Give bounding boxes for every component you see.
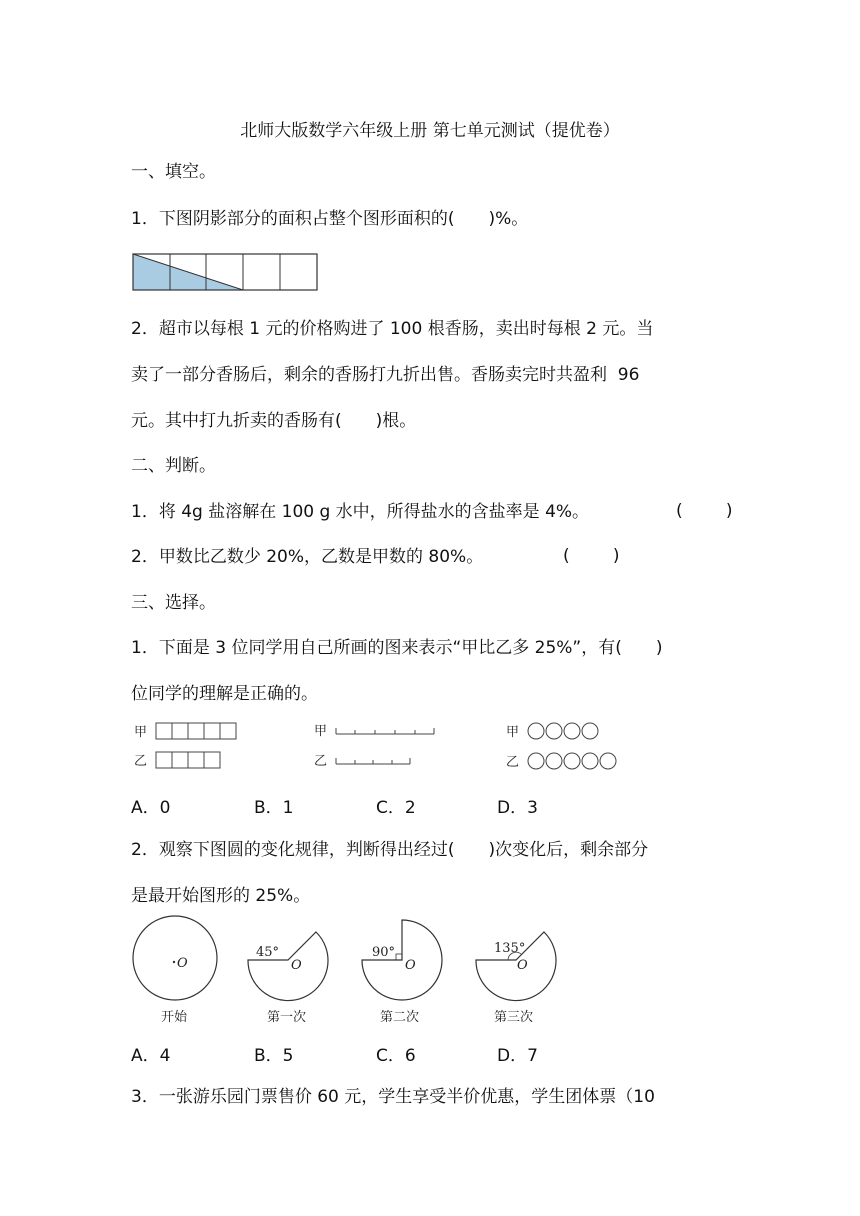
- circle-caption: 第三次: [494, 1010, 534, 1025]
- circle-third: [476, 932, 556, 1025]
- circle-second: [362, 920, 442, 1025]
- circle-caption: 第二次: [380, 1010, 420, 1025]
- label-yi: 乙: [314, 754, 328, 769]
- choose-q1-text: 1．下面是 3 位同学用自己所画的图来表示“甲比乙多 25%”，有(: [131, 638, 622, 658]
- option-c[interactable]: C．6: [376, 1046, 416, 1066]
- fill-q2-suffix: )根。: [375, 411, 417, 431]
- yi-circles: [528, 753, 616, 769]
- choose-question-2-line2: 是最开始图形的 25%。: [131, 886, 311, 906]
- option-b[interactable]: B．1: [254, 798, 294, 818]
- choose-q2-text: 2．观察下图圆的变化规律，判断得出经过(: [131, 840, 455, 860]
- fill-question-2-line3: [131, 410, 416, 432]
- choose-q2-suffix: )次变化后，剩余部分: [488, 840, 649, 860]
- judge-answer-blank-1[interactable]: ( ): [676, 501, 733, 521]
- shaded-rectangle-figure: [133, 254, 318, 292]
- comparison-figures: [130, 718, 630, 774]
- label-yi: 乙: [134, 754, 148, 769]
- option-d[interactable]: D．7: [497, 1046, 538, 1066]
- option-d[interactable]: D．3: [497, 798, 538, 818]
- fill-q2-text: 元。其中打九折卖的香肠有(: [131, 411, 342, 431]
- choose-question-1-line1: [131, 637, 663, 659]
- page-title: 北师大版数学六年级上册 第七单元测试（提优卷）: [240, 121, 620, 141]
- judge-question-2: 2．甲数比乙数少 20%，乙数是甲数的 80%。: [131, 547, 484, 567]
- center-label: O: [291, 958, 302, 973]
- option-a[interactable]: A．4: [131, 1046, 171, 1066]
- option-c[interactable]: C．2: [376, 798, 416, 818]
- fill-question-2-line1: 2．超市以每根 1 元的价格购进了 100 根香肠，卖出时每根 2 元。当: [131, 319, 654, 339]
- fill-question-2-line2: 卖了一部分香肠后，剩余的香肠打九折出售。香肠卖完时共盈利 96: [131, 365, 640, 385]
- jia-boxes: [156, 723, 236, 739]
- circle-first: [248, 932, 328, 1025]
- section-fill-heading: 一、填空。: [131, 162, 216, 182]
- circle-caption: 开始: [161, 1010, 188, 1025]
- fill-q1-suffix: )%。: [488, 209, 529, 229]
- choose-question-3-line1: 3．一张游乐园门票售价 60 元，学生享受半价优惠，学生团体票（10: [131, 1087, 655, 1107]
- judge-answer-blank-2[interactable]: ( ): [563, 546, 620, 566]
- label-jia: 甲: [134, 725, 148, 740]
- yi-segment: [336, 758, 410, 764]
- option-a[interactable]: A．0: [131, 798, 171, 818]
- judge-question-1: 1．将 4g 盐溶解在 100 g 水中，所得盐水的含盐率是 4%。: [131, 502, 590, 522]
- label-jia: 甲: [314, 724, 328, 739]
- yi-boxes: [156, 752, 220, 768]
- fill-q1-text: 1．下图阴影部分的面积占整个图形面积的(: [131, 209, 455, 229]
- choose-question-2-line1: [131, 839, 648, 861]
- jia-segment: [336, 728, 434, 734]
- circle-caption: 第一次: [267, 1010, 307, 1025]
- choose-question-1-line2: 位同学的理解是正确的。: [131, 684, 318, 704]
- circle-start: [133, 916, 217, 1025]
- circle-sequence-figure: [128, 912, 568, 1030]
- label-yi: 乙: [506, 755, 520, 770]
- choose-q1-suffix: ): [655, 638, 663, 658]
- fill-question-1: [131, 208, 528, 230]
- angle-label: 45°: [256, 945, 280, 960]
- jia-circles: [528, 723, 598, 739]
- section-judge-heading: 二、判断。: [131, 456, 216, 476]
- shaded-triangle: [133, 254, 243, 290]
- center-label: O: [517, 958, 528, 973]
- center-label: O: [405, 958, 416, 973]
- angle-label: 135°: [494, 941, 526, 956]
- angle-label: 90°: [372, 945, 396, 960]
- label-jia: 甲: [506, 725, 520, 740]
- center-label: O: [177, 956, 188, 971]
- section-choose-heading: 三、选择。: [131, 593, 216, 613]
- option-b[interactable]: B．5: [254, 1046, 294, 1066]
